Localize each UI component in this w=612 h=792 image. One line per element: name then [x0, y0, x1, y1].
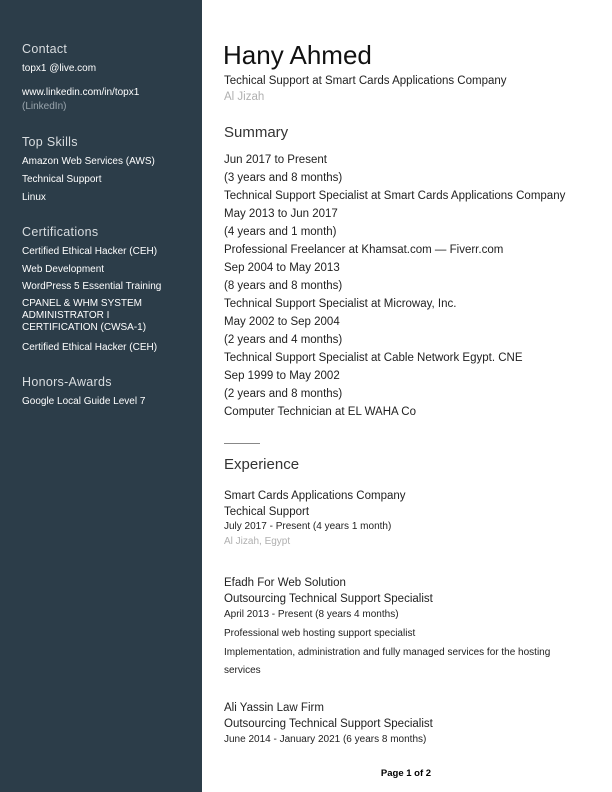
summary-line: (4 years and 1 month) [224, 226, 337, 238]
summary-line: Jun 2017 to Present [224, 154, 327, 166]
page-number: Page 1 of 2 [380, 768, 432, 779]
certification-item: CPANEL & WHM SYSTEM [22, 298, 143, 309]
job-title: Outsourcing Technical Support Specialist [224, 718, 433, 730]
profile-headline: Techical Support at Smart Cards Applications Company [224, 75, 507, 87]
job-description: services [224, 665, 261, 676]
summary-line: May 2002 to Sep 2004 [224, 316, 340, 328]
email-link[interactable]: topx1 @live.com [22, 63, 97, 74]
job-title: Techical Support [224, 506, 310, 518]
job-title: Outsourcing Technical Support Specialist [224, 593, 433, 605]
certification-item: CERTIFICATION (CWSA-1) [22, 322, 147, 333]
job-company: Efadh For Web Solution [224, 577, 346, 589]
summary-line: (2 years and 8 months) [224, 388, 343, 400]
summary-line: Technical Support Specialist at Cable Network Egypt. CNE [224, 352, 523, 364]
skill-item: Technical Support [22, 174, 102, 185]
summary-line: Sep 2004 to May 2013 [224, 262, 340, 274]
summary-line: Professional Freelancer at Khamsat.com — Fiverr.com [224, 244, 504, 256]
job-company: Smart Cards Applications Company [224, 490, 406, 502]
skill-item: Linux [22, 192, 46, 203]
summary-line: Technical Support Specialist at Smart Cards Applications Company [224, 190, 566, 202]
certifications-heading: Certifications [22, 225, 99, 239]
summary-line: May 2013 to Jun 2017 [224, 208, 338, 220]
certification-item: ADMINISTRATOR I [22, 310, 110, 321]
contact-heading: Contact [22, 42, 68, 56]
honor-item: Google Local Guide Level 7 [22, 396, 146, 407]
summary-line: (8 years and 8 months) [224, 280, 343, 292]
top-skills-heading: Top Skills [22, 135, 78, 149]
linkedin-note: (LinkedIn) [22, 101, 67, 112]
experience-heading: Experience [224, 456, 300, 473]
profile-location: Al Jizah [224, 91, 265, 103]
certification-item: Certified Ethical Hacker (CEH) [22, 246, 158, 257]
certification-item: Certified Ethical Hacker (CEH) [22, 342, 158, 353]
job-dates: June 2014 - January 2021 (6 years 8 months) [224, 734, 427, 745]
job-dates: April 2013 - Present (8 years 4 months) [224, 609, 399, 620]
job-location: Al Jizah, Egypt [224, 536, 291, 547]
summary-line: Sep 1999 to May 2002 [224, 370, 340, 382]
summary-line: Technical Support Specialist at Microway, Inc. [224, 298, 457, 310]
honors-heading: Honors-Awards [22, 375, 112, 389]
job-description: Professional web hosting support specialist [224, 628, 416, 639]
summary-line: (3 years and 8 months) [224, 172, 343, 184]
job-company: Ali Yassin Law Firm [224, 702, 324, 714]
certification-item: Web Development [22, 264, 105, 275]
summary-line: (2 years and 4 months) [224, 334, 343, 346]
certification-item: WordPress 5 Essential Training [22, 281, 162, 292]
profile-name: Hany Ahmed [223, 40, 372, 70]
sidebar [0, 0, 202, 792]
summary-line: Computer Technician at EL WAHA Co [224, 406, 416, 418]
job-description: Implementation, administration and fully managed services for the hosting [224, 647, 551, 658]
linkedin-link[interactable]: www.linkedin.com/in/topx1 [22, 87, 140, 98]
summary-heading: Summary [224, 124, 289, 141]
skill-item: Amazon Web Services (AWS) [22, 156, 155, 167]
section-divider [224, 443, 260, 444]
job-dates: July 2017 - Present (4 years 1 month) [224, 521, 392, 532]
